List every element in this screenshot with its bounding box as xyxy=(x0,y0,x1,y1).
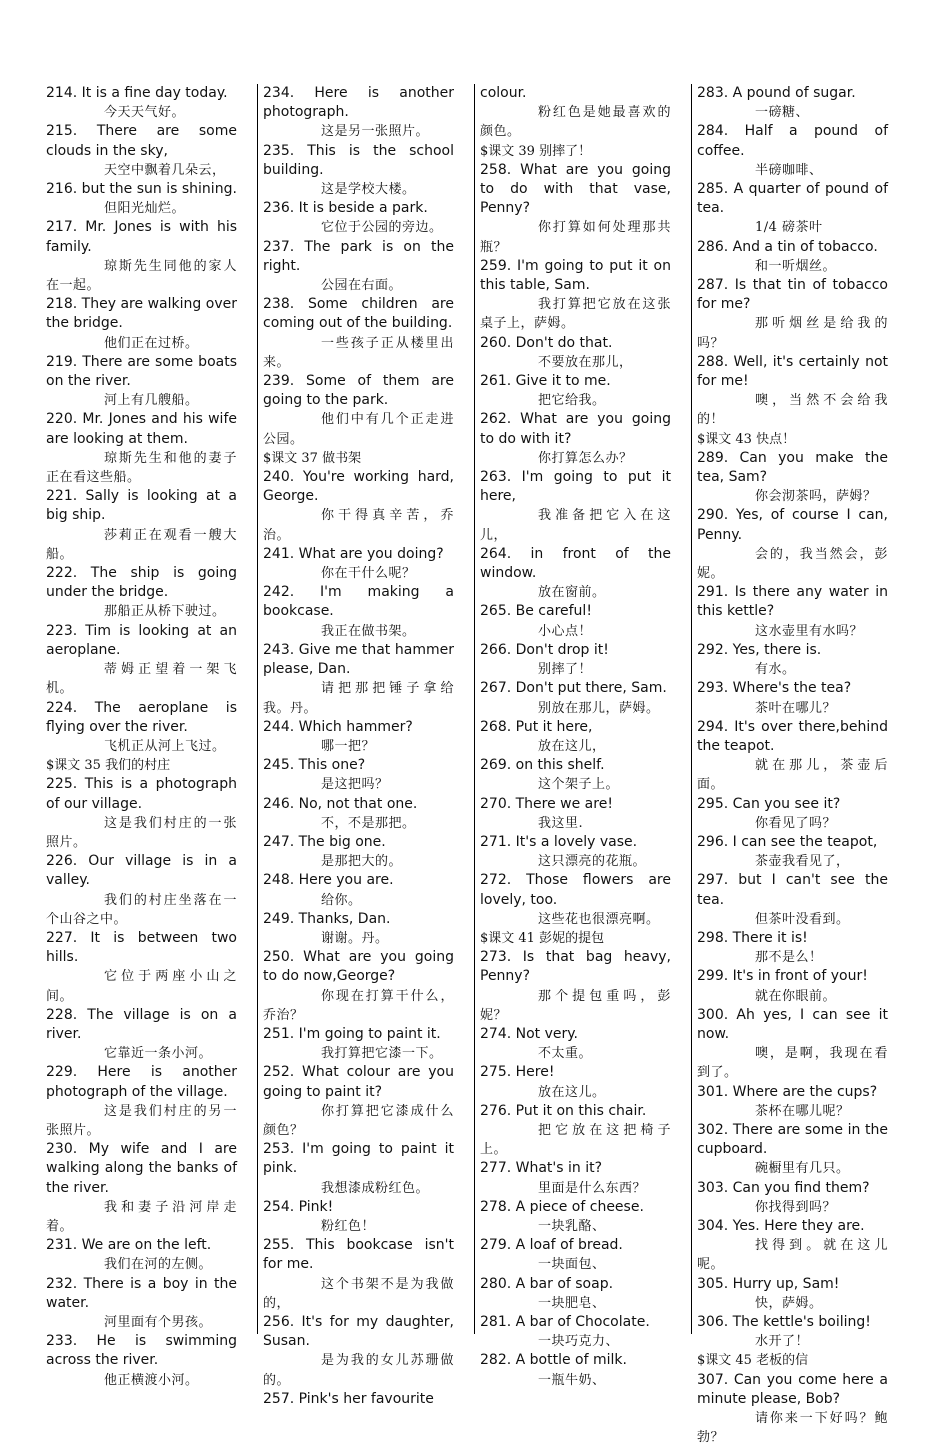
english-sentence: 220. Mr. Jones and his wife are looking at them. xyxy=(46,411,237,447)
chinese-translation: 哪一把？ xyxy=(321,738,376,754)
chinese-translation: 你在干什么呢？ xyxy=(321,566,416,582)
chinese-translation: 里面是什么东西？ xyxy=(538,1180,647,1196)
english-sentence: 246. No, not that one. xyxy=(263,795,418,812)
chinese-translation: 1/4 磅茶叶 xyxy=(755,220,823,236)
chinese-translation: 但阳光灿烂。 xyxy=(104,201,186,217)
english-sentence: 231. We are on the left. xyxy=(46,1237,212,1254)
english-sentence: 218. They are walking over the bridge. xyxy=(46,296,237,332)
english-sentence: 306. The kettle's boiling! xyxy=(697,1314,871,1330)
chinese-translation: 粉红色！ xyxy=(321,1218,376,1234)
chinese-translation: 把它给我。 xyxy=(538,393,606,409)
english-sentence: 226. Our village is in a valley. xyxy=(46,853,237,889)
english-sentence: 300. Ah yes, I can see it now. xyxy=(697,1006,888,1042)
english-sentence: 248. Here you are. xyxy=(263,872,394,889)
chinese-translation: 我和妻子沿河岸走着。 xyxy=(46,1199,237,1234)
chinese-translation: 噢，当然不会给我的！ xyxy=(697,393,888,428)
chinese-translation: 半磅咖啡、 xyxy=(755,162,823,178)
chinese-translation: 那听烟丝是给我的吗？ xyxy=(697,316,888,351)
english-sentence: 273. Is that bag heavy, Penny? xyxy=(480,949,671,985)
chinese-translation: 不，不是那把。 xyxy=(321,815,416,831)
english-sentence: 216. but the sun is shining. xyxy=(46,181,237,198)
english-sentence: 282. A bottle of milk. xyxy=(480,1352,627,1369)
chinese-translation: 我们的村庄坐落在一个山谷之中。 xyxy=(46,892,237,927)
chinese-translation: 茶壶我看见了， xyxy=(755,854,850,870)
english-sentence: 259. I'm going to put it on this table, Sam. xyxy=(480,257,671,294)
english-sentence: 286. And a tin of tobacco. xyxy=(697,238,878,255)
english-sentence: 297. but I can't see the tea. xyxy=(697,872,888,908)
english-sentence: 252. What colour are you going to paint it? xyxy=(263,1064,454,1100)
chinese-translation: 会的，我当然会，彭妮。 xyxy=(697,546,888,582)
chinese-translation: 放在窗前。 xyxy=(538,585,606,601)
english-sentence: 262. What are you going to do with it? xyxy=(480,411,671,447)
english-sentence: 236. It is beside a park. xyxy=(263,200,428,217)
english-sentence: 277. What's in it? xyxy=(480,1160,603,1177)
chinese-translation: 请你来一下好吗？鲍勃？ xyxy=(697,1411,888,1446)
chinese-translation: 那船正从桥下驶过。 xyxy=(104,604,226,620)
chinese-translation: 是为我的女儿苏珊做的。 xyxy=(263,1353,454,1388)
chinese-translation: 我们在河的左侧。 xyxy=(104,1257,213,1273)
chinese-translation: 你找得到吗？ xyxy=(755,1199,837,1215)
chinese-translation: 飞机正从河上飞过。 xyxy=(104,738,226,754)
english-sentence: 302. There are some in the cupboard. xyxy=(697,1121,888,1158)
english-sentence: 260. Don't do that. xyxy=(480,334,613,351)
english-sentence: 247. The big one. xyxy=(263,833,386,850)
chinese-translation: 但茶叶没看到。 xyxy=(755,911,850,927)
english-sentence: 258. What are you going to do with that vase, Penny? xyxy=(480,161,671,217)
chinese-translation: 谢谢。丹。 xyxy=(321,930,389,946)
english-sentence: 301. Where are the cups? xyxy=(697,1083,878,1100)
english-sentence: 272. Those flowers are lovely, too. xyxy=(480,872,671,908)
english-sentence: 299. It's in front of your! xyxy=(697,968,868,985)
chinese-translation: 不要放在那儿， xyxy=(538,354,633,370)
chinese-translation: 它靠近一条小河。 xyxy=(104,1046,213,1062)
chinese-translation: 你看见了吗？ xyxy=(755,815,837,831)
english-sentence: 292. Yes, there is. xyxy=(697,641,822,658)
chinese-translation: 你打算怎么办？ xyxy=(538,450,633,466)
english-sentence: 225. This is a photograph of our village. xyxy=(46,776,237,812)
english-sentence: 235. This is the school building. xyxy=(263,142,454,178)
chinese-translation: 把它放在这把椅子上。 xyxy=(480,1122,671,1158)
english-sentence: 228. The village is on a river. xyxy=(46,1006,237,1042)
english-sentence: 267. Don't put there, Sam. xyxy=(480,680,667,697)
english-sentence: 263. I'm going to put it here, xyxy=(480,469,671,505)
english-sentence: 275. Here! xyxy=(480,1064,555,1081)
english-sentence: 238. Some children are coming out of the building. xyxy=(263,296,454,332)
english-sentence: 241. What are you doing? xyxy=(263,545,444,562)
column-1 xyxy=(41,84,258,1388)
chinese-translation: 琼斯先生同他的家人在一起。 xyxy=(46,258,237,294)
chinese-translation: 天空中飘着几朵云， xyxy=(104,162,226,178)
chinese-translation: 它位于公园的旁边。 xyxy=(321,220,443,236)
english-sentence: 270. There we are! xyxy=(480,795,613,812)
chinese-translation: 那不是么！ xyxy=(755,950,823,966)
chinese-translation: 他们中有几个正走进公园。 xyxy=(263,412,454,447)
chinese-translation: 河里面有个男孩。 xyxy=(104,1315,213,1330)
chinese-translation: 就在那儿，茶壶后面。 xyxy=(697,758,888,793)
chinese-translation: 就在你眼前。 xyxy=(755,988,837,1004)
english-sentence: 271. It's a lovely vase. xyxy=(480,833,638,850)
chinese-translation: 你现在打算干什么，乔治？ xyxy=(263,988,454,1023)
chinese-translation: 碗橱里有几只。 xyxy=(755,1161,850,1177)
english-sentence: 296. I can see the teapot, xyxy=(697,833,878,850)
english-sentence: 281. A bar of Chocolate. xyxy=(480,1314,650,1330)
english-sentence: 257. Pink's her favourite xyxy=(263,1390,434,1407)
english-sentence: 304. Yes. Here they are. xyxy=(697,1217,865,1234)
lesson-heading: $课文 35 我们的村庄 xyxy=(46,758,171,774)
english-sentence: 224. The aeroplane is flying over the river. xyxy=(46,699,237,735)
chinese-translation: 莎莉正在观看一艘大船。 xyxy=(46,527,237,562)
chinese-translation: 茶叶在哪儿？ xyxy=(755,700,837,716)
chinese-translation: 我这里. xyxy=(538,815,584,831)
chinese-translation: 这是我们村庄的一张照片。 xyxy=(46,815,237,850)
english-sentence: 307. Can you come here a minute please, Bob? xyxy=(697,1371,888,1407)
chinese-translation: 河上有几艘船。 xyxy=(104,393,199,409)
english-sentence: 234. Here is another photograph. xyxy=(263,85,454,121)
chinese-translation: 和一听烟丝。 xyxy=(755,258,837,274)
chinese-translation: 今天天气好。 xyxy=(104,105,186,121)
english-sentence: 254. Pink! xyxy=(263,1198,334,1215)
chinese-translation: 一块肥皂、 xyxy=(538,1295,606,1311)
chinese-translation: 他正横渡小河。 xyxy=(104,1372,199,1388)
english-sentence: 295. Can you see it? xyxy=(697,795,841,812)
english-sentence: 278. A piece of cheese. xyxy=(480,1198,644,1215)
english-sentence: 269. on this shelf. xyxy=(480,757,605,774)
english-sentence: 250. What are you going to do now,George? xyxy=(263,949,454,985)
english-sentence: 230. My wife and I are walking along the banks of the river. xyxy=(46,1141,237,1196)
chinese-translation: 这个书架不是为我做的， xyxy=(263,1276,454,1311)
column-4 xyxy=(692,84,909,1446)
chinese-translation: 琼斯先生和他的妻子正在看这些船。 xyxy=(46,450,237,486)
english-sentence: 237. The park is on the right. xyxy=(263,238,454,274)
chinese-translation: 这是另一张照片。 xyxy=(321,124,430,140)
english-sentence: 232. There is a boy in the water. xyxy=(46,1275,237,1311)
english-sentence: 244. Which hammer? xyxy=(263,718,413,735)
chinese-translation: 小心点！ xyxy=(538,623,593,639)
english-sentence: 233. He is swimming across the river. xyxy=(46,1333,237,1369)
chinese-translation: 他们正在过桥。 xyxy=(104,335,199,351)
english-sentence: 255. This bookcase isn't for me. xyxy=(263,1237,454,1273)
chinese-translation: 一块巧克力、 xyxy=(538,1334,620,1350)
chinese-translation: 茶杯在哪儿呢？ xyxy=(755,1103,850,1119)
chinese-translation: 那个提包重吗，彭妮？ xyxy=(480,988,671,1023)
column-2 xyxy=(258,84,475,1407)
chinese-translation: 这只漂亮的花瓶。 xyxy=(538,854,647,870)
english-sentence: 274. Not very. xyxy=(480,1025,578,1042)
chinese-translation: 快，萨姆。 xyxy=(755,1295,823,1311)
chinese-translation: 一些孩子正从楼里出来。 xyxy=(263,335,454,370)
english-sentence: 240. You're working hard, George. xyxy=(263,469,454,505)
chinese-translation: 粉红色是她最喜欢的颜色。 xyxy=(480,105,671,140)
chinese-translation: 一磅糖、 xyxy=(755,105,810,121)
english-sentence: 265. Be careful! xyxy=(480,603,592,620)
english-sentence: 229. Here is another photograph of the village. xyxy=(46,1064,237,1100)
english-sentence: 280. A bar of soap. xyxy=(480,1275,614,1292)
chinese-translation: 蒂姆正望着一架飞机。 xyxy=(46,662,237,697)
column-3 xyxy=(475,84,692,1388)
english-sentence: 227. It is between two hills. xyxy=(46,929,237,966)
chinese-translation: 我想漆成粉红色。 xyxy=(321,1180,430,1196)
chinese-translation: 别摔了！ xyxy=(538,662,593,678)
english-sentence: 298. There it is! xyxy=(697,929,808,946)
chinese-translation: 有水。 xyxy=(755,662,796,678)
english-sentence: 251. I'm going to paint it. xyxy=(263,1025,441,1042)
chinese-translation: 我打算把它放在这张桌子上，萨姆。 xyxy=(480,297,671,332)
chinese-translation: 一块面包、 xyxy=(538,1257,606,1273)
english-sentence: 283. A pound of sugar. xyxy=(697,85,856,101)
english-sentence: 215. There are some clouds in the sky, xyxy=(46,123,237,159)
chinese-translation: 它位于两座小山之间。 xyxy=(46,969,237,1004)
chinese-translation: 不太重。 xyxy=(538,1046,593,1062)
chinese-translation: 你会沏茶吗，萨姆？ xyxy=(755,489,877,505)
english-sentence: 239. Some of them are going to the park. xyxy=(263,373,454,409)
english-sentence: 293. Where's the tea? xyxy=(697,680,852,697)
english-sentence: 245. This one? xyxy=(263,757,366,774)
chinese-translation: 是这把吗？ xyxy=(321,777,389,793)
english-sentence: 284. Half a pound of coffee. xyxy=(697,123,888,159)
english-sentence: 305. Hurry up, Sam! xyxy=(697,1275,840,1292)
chinese-translation: 这些花也很漂亮啊。 xyxy=(538,911,660,927)
chinese-translation: 你干得真辛苦，乔治。 xyxy=(263,508,454,543)
chinese-translation: 一瓶牛奶、 xyxy=(538,1372,606,1388)
english-sentence: 253. I'm going to paint it pink. xyxy=(263,1141,454,1177)
english-sentence: 279. A loaf of bread. xyxy=(480,1237,623,1254)
chinese-translation: 请把那把锤子拿给我。丹。 xyxy=(263,681,454,716)
english-sentence: 242. I'm making a bookcase. xyxy=(263,584,454,620)
chinese-translation: 这水壶里有水吗？ xyxy=(755,623,864,639)
english-sentence: 294. It's over there,behind the teapot. xyxy=(697,718,888,754)
english-sentence: 290. Yes, of course I can, Penny. xyxy=(697,507,888,543)
chinese-translation: 你打算把它漆成什么颜色？ xyxy=(263,1103,454,1138)
english-sentence: 289. Can you make the tea, Sam? xyxy=(697,449,888,486)
english-sentence: 266. Don't drop it! xyxy=(480,641,609,658)
chinese-translation: 公园在右面。 xyxy=(321,278,403,294)
chinese-translation: 是那把大的。 xyxy=(321,854,403,870)
english-sentence: 214. It is a fine day today. xyxy=(46,85,228,101)
chinese-translation: 这是学校大楼。 xyxy=(321,182,416,198)
english-sentence: 288. Well, it's certainly not for me! xyxy=(697,353,888,390)
chinese-translation: 我打算把它漆一下。 xyxy=(321,1046,443,1062)
english-sentence: 256. It's for my daughter, Susan. xyxy=(263,1314,454,1350)
english-sentence: 249. Thanks, Dan. xyxy=(263,910,391,927)
english-sentence: 291. Is there any water in this kettle? xyxy=(697,584,888,620)
chinese-translation: 噢，是啊，我现在看到了。 xyxy=(697,1046,888,1081)
chinese-translation: 一块乳酪、 xyxy=(538,1218,606,1234)
lesson-heading: $课文 43 快点！ xyxy=(697,431,796,447)
english-sentence: 223. Tim is looking at an aeroplane. xyxy=(46,622,237,658)
chinese-translation: 找得到。就在这儿呢。 xyxy=(697,1238,888,1273)
english-sentence: 219. There are some boats on the river. xyxy=(46,353,237,390)
english-sentence: 217. Mr. Jones is with his family. xyxy=(46,219,237,255)
english-sentence: 264. in front of the window. xyxy=(480,545,671,582)
english-sentence: 303. Can you find them? xyxy=(697,1179,870,1196)
chinese-translation: 给你。 xyxy=(321,892,362,908)
chinese-translation: 放在这儿。 xyxy=(538,1084,606,1100)
chinese-translation: 水开了！ xyxy=(755,1334,810,1350)
chinese-translation: 别放在那儿，萨姆。 xyxy=(538,700,660,716)
english-sentence: 243. Give me that hammer please, Dan. xyxy=(263,641,454,678)
lesson-heading: $课文 45 老板的信 xyxy=(697,1353,809,1369)
chinese-translation: 你打算如何处理那共瓶？ xyxy=(480,220,671,255)
english-sentence: 268. Put it here, xyxy=(480,718,593,735)
chinese-translation: 我正在做书架。 xyxy=(321,623,416,639)
english-sentence: 287. Is that tin of tobacco for me? xyxy=(697,277,888,313)
document-page xyxy=(41,84,911,1446)
english-sentence: colour. xyxy=(480,85,527,101)
lesson-heading: $课文 39 别摔了！ xyxy=(480,143,592,159)
lesson-heading: $课文 37 做书架 xyxy=(263,450,362,466)
chinese-translation: 放在这儿， xyxy=(538,738,606,754)
chinese-translation: 这是我们村庄的另一张照片。 xyxy=(46,1103,237,1138)
english-sentence: 222. The ship is going under the bridge. xyxy=(46,565,237,601)
english-sentence: 261. Give it to me. xyxy=(480,373,611,390)
lesson-heading: $课文 41 彭妮的提包 xyxy=(480,930,605,946)
chinese-translation: 这个架子上。 xyxy=(538,777,620,793)
english-sentence: 276. Put it on this chair. xyxy=(480,1102,647,1119)
chinese-translation: 我准备把它入在这儿， xyxy=(480,508,671,543)
english-sentence: 285. A quarter of pound of tea. xyxy=(697,181,888,217)
english-sentence: 221. Sally is looking at a big ship. xyxy=(46,488,237,524)
